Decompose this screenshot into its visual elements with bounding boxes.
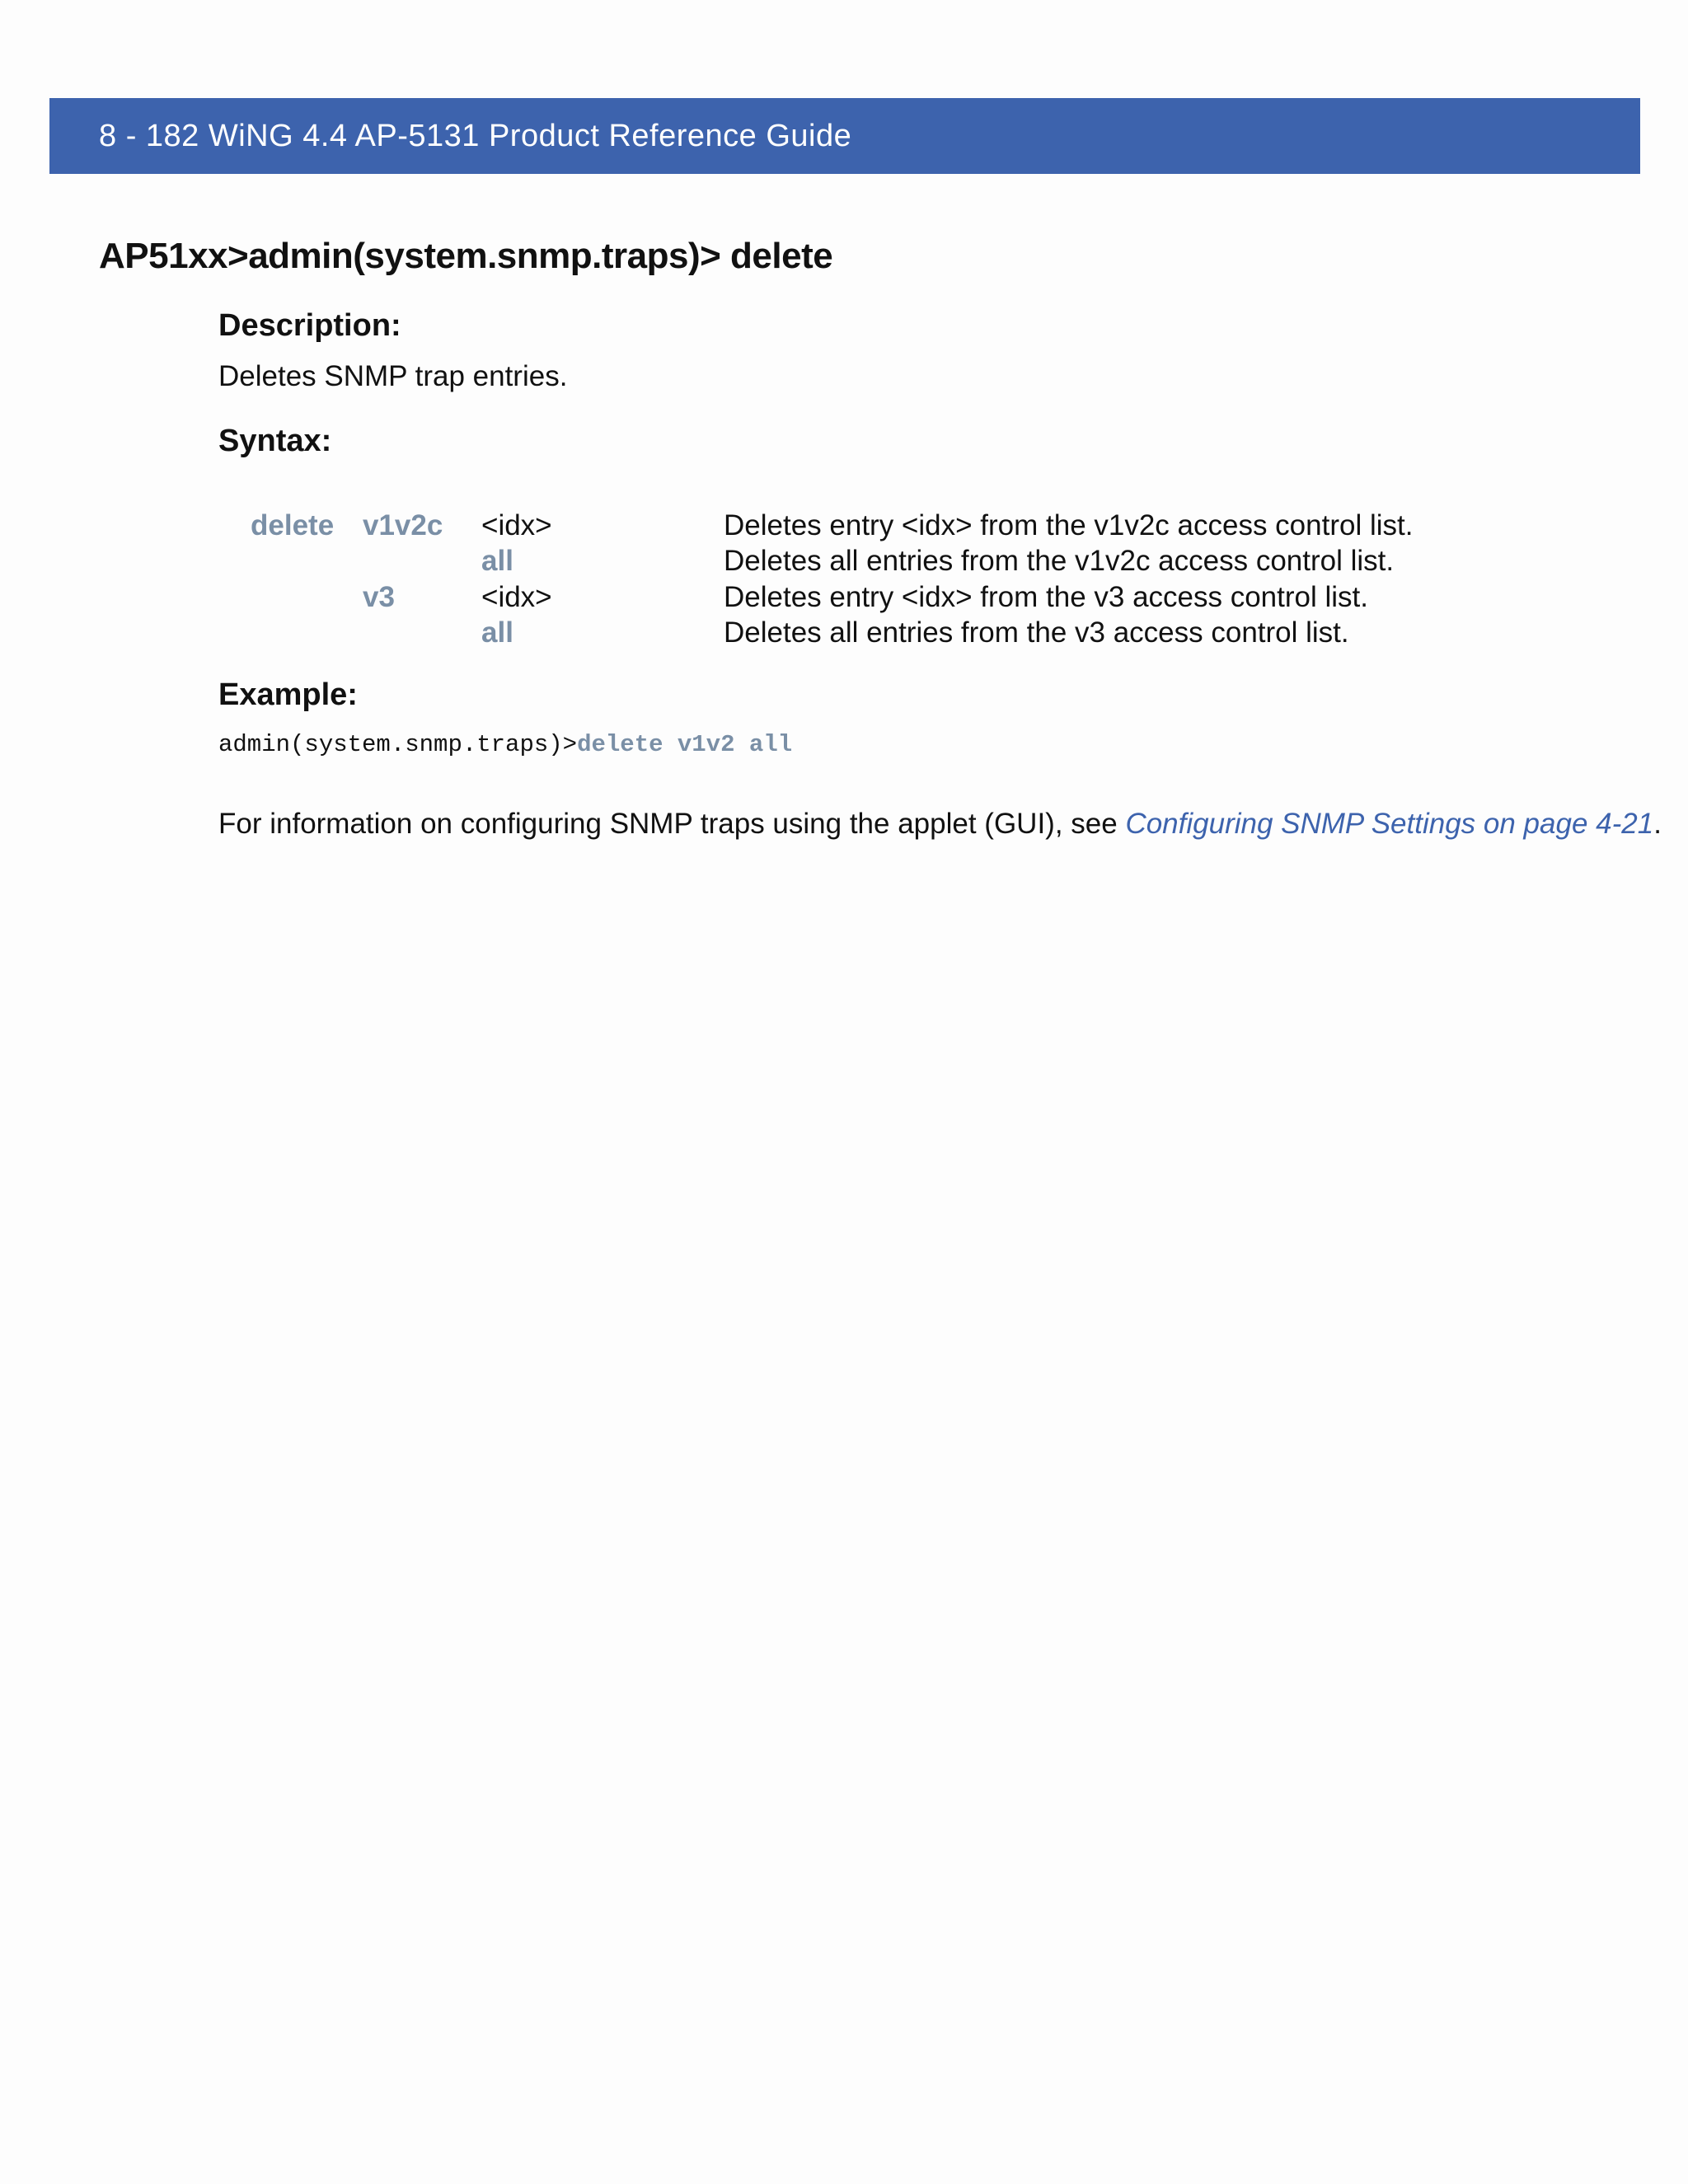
example-code	[218, 731, 792, 758]
syntax-argument: <idx>	[481, 509, 552, 541]
example-prompt: admin(system.snmp.traps)>	[218, 731, 578, 758]
syntax-command: delete	[251, 509, 335, 541]
description-heading: Description:	[218, 308, 401, 343]
syntax-description: Deletes entry <idx> from the v3 access control list.	[724, 581, 1368, 613]
syntax-description: Deletes all entries from the v1v2c access control list.	[724, 545, 1395, 577]
page-header-bar	[49, 98, 1640, 174]
footer-note-text: For information on configuring SNMP traps using the applet (GUI), see	[218, 808, 1126, 840]
syntax-argument: all	[481, 545, 513, 577]
syntax-description: Deletes all entries from the v3 access control list.	[724, 616, 1349, 649]
command-title: AP51xx>admin(system.snmp.traps)> delete	[99, 236, 833, 276]
syntax-description: Deletes entry <idx> from the v1v2c access control list.	[724, 509, 1414, 541]
syntax-subcommand: v3	[363, 581, 395, 613]
syntax-heading: Syntax:	[218, 424, 332, 458]
syntax-subcommand: v1v2c	[363, 509, 443, 541]
footer-note	[218, 808, 1662, 841]
description-text: Deletes SNMP trap entries.	[218, 360, 568, 392]
cross-reference-link[interactable]: Configuring SNMP Settings on page 4-21	[1125, 808, 1654, 840]
syntax-argument: all	[481, 616, 513, 649]
footer-note-end: .	[1653, 808, 1662, 840]
syntax-argument: <idx>	[481, 581, 552, 613]
example-command: delete v1v2 all	[577, 731, 793, 758]
page-header-title: 8 - 182 WiNG 4.4 AP-5131 Product Reference Guide	[99, 119, 852, 153]
example-heading: Example:	[218, 677, 358, 712]
